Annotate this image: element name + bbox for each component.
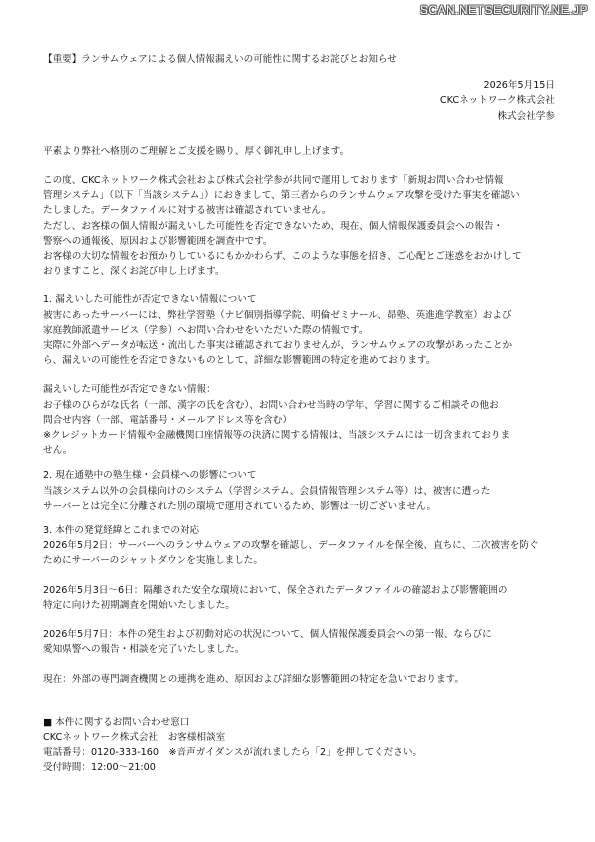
intro-line: お客様の大切な情報をお預かりしているにもかかわらず、このような事態を招き、ご心配とご迷惑をおかけして: [43, 251, 522, 263]
intro-line: 警察への通報後、原因および影響範囲を調査中です。: [43, 235, 273, 247]
timeline-entry: 2026年5月3日～6日：隔離された安全な環境において、保全されたデータファイルの確認および影響範囲の: [43, 584, 508, 596]
section-1: [43, 292, 553, 458]
contact-block: [43, 715, 553, 776]
header-block: [43, 78, 555, 124]
contact-phone: 電話番号：0120-333-160 ※音声ガイダンスが流れましたら「2」を押してください。: [43, 747, 423, 759]
intro-line: たしました。データファイルに対する被害は確認されていません。: [43, 205, 332, 217]
watermark: SCAN.NETSECURITY.NE.JP: [419, 3, 588, 17]
section-2-line: 当該システム以外の会員様向けのシステム（学習システム、会員情報管理システム等）は、被害に遭った: [43, 485, 491, 497]
company-name-ckc: CKCネットワーク株式会社: [439, 95, 555, 107]
leaked-info-line: せん。: [43, 445, 73, 457]
leaked-info-line: ※クレジットカード情報や金融機関口座情報等の決済に関する情報は、当該システムには一切含まれておりま: [43, 430, 511, 442]
section-2: [43, 468, 553, 514]
notice-date: 2026年5月15日: [483, 80, 555, 92]
leaked-info-line: 問合せ内容（一部、電話番号・メールアドレス等を含む）: [43, 414, 292, 426]
section-1-line: 被害にあったサーバーには、弊社学習塾（ナビ個別指導学院、明倫ゼミナール、昴塾、英進進学教室）および: [43, 309, 512, 321]
section-1-heading: 1. 漏えいした可能性が否定できない情報について: [43, 294, 257, 306]
timeline-entry: ためにサーバーのシャットダウンを実施しました。: [43, 555, 263, 567]
leaked-info-heading: 漏えいした可能性が否定できない情報：: [43, 384, 216, 396]
notice-title: 【重要】ランサムウェアによる個人情報漏えいの可能性に関するお詫びとお知らせ: [43, 54, 397, 65]
section-1-line: 家庭教師派遣サービス（学参）へお問い合わせをいただいた際の情報です。: [43, 324, 369, 336]
company-name-gakusan: 株式会社学参: [497, 110, 555, 122]
contact-hours: 受付時間：12:00～21:00: [43, 762, 156, 774]
section-3: [43, 523, 553, 687]
intro-line: ただし、お客様の個人情報が漏えいした可能性を否定できないため、現在、個人情報保護委員会への報告・: [43, 220, 504, 232]
intro-line: おりますこと、深くお詫び申し上げます。: [43, 266, 225, 278]
timeline-entry: 2026年5月7日：本件の発生および初動対応の状況について、個人情報保護委員会への第一報、ならびに: [43, 629, 492, 641]
notice-document: [43, 52, 553, 776]
section-3-heading: 3. 本件の発覚経緯とこれまでの対応: [43, 525, 200, 537]
contact-name: CKCネットワーク株式会社 お客様相談室: [43, 731, 226, 743]
contact-heading: ■ 本件に関するお問い合わせ窓口: [43, 716, 190, 728]
timeline-entry: 特定に向けた初期調査を開始いたしました。: [43, 599, 235, 611]
timeline-entry: 現在：外部の専門調査機関との連携を進め、原因および詳細な影響範囲の特定を急いでおります。: [43, 673, 464, 685]
section-1-line: 実際に外部へデータが転送・流出した事実は確認されておりませんが、ランサムウェアの攻撃があったことか: [43, 340, 513, 352]
section-2-line: サーバーとは完全に分離された別の環境で運用されているため、影響は一切ございません。: [43, 500, 437, 512]
timeline-entry: 2026年5月2日：サーバーへのランサムウェアの攻撃を確認し、データファイルを保全後、直ちに、二次被害を防ぐ: [43, 540, 539, 552]
intro-line: この度、CKCネットワーク株式会社および株式会社学参が共同で運用しております「新規お問い合わせ情報: [43, 175, 504, 187]
timeline-entry: 愛知県警への報告・相談を完了いたしました。: [43, 644, 245, 656]
intro-paragraph: [43, 173, 553, 279]
greeting: 平素より弊社へ格別のご理解とご支援を賜り、厚く御礼申し上げます。: [43, 145, 350, 157]
leaked-info-line: お子様のひらがな氏名（一部、漢字の氏を含む）、お問い合わせ当時の学年、学習に関するご相談その他お: [43, 399, 499, 411]
section-2-heading: 2. 現在通塾中の塾生様・会員様への影響について: [43, 470, 257, 482]
section-1-line: ら、漏えいの可能性を否定できないものとして、詳細な影響範囲の特定を進めております。: [43, 355, 436, 367]
intro-line: 管理システム」（以下「当該システム」）におきまして、第三者からのランサムウェア攻撃を受けた事実を確認い: [43, 190, 520, 202]
